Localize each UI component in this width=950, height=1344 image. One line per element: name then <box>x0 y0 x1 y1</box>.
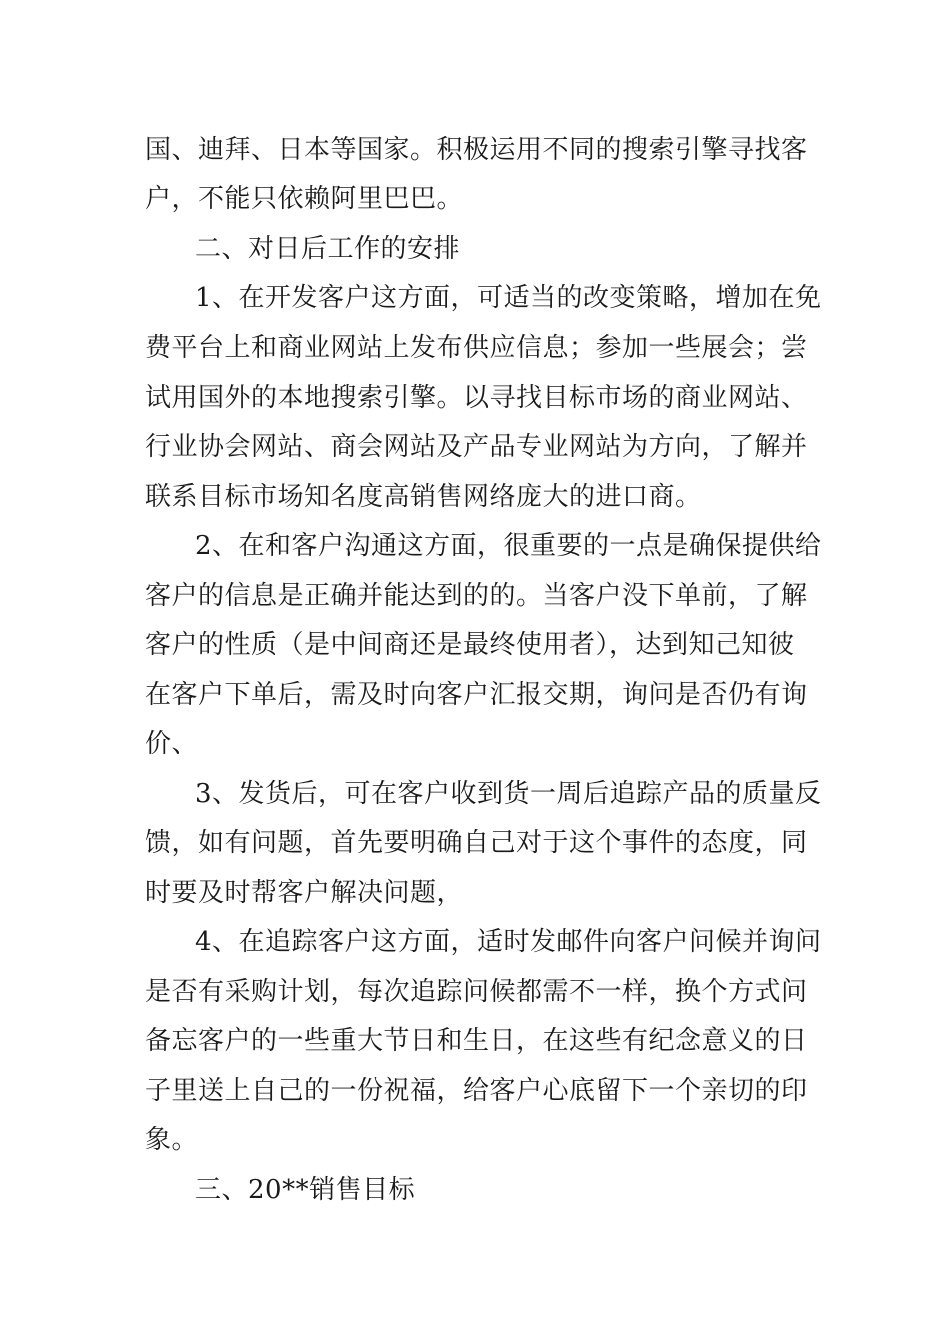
paragraph-start-line: 4、在追踪客户这方面，适时发邮件向客户问候并询问 <box>195 927 822 957</box>
body-text-line: 户，不能只依赖阿里巴巴。 <box>145 184 464 214</box>
body-text-line: 在客户下单后，需及时向客户汇报交期，询问是否仍有询 <box>145 680 808 710</box>
paragraph-start-line: 1、在开发客户这方面，可适当的改变策略，增加在免 <box>195 283 822 313</box>
body-text-line: 行业协会网站、商会网站及产品专业网站为方向，了解并 <box>145 432 808 462</box>
body-text-line: 子里送上自己的一份祝福，给客户心底留下一个亲切的印 <box>145 1076 808 1106</box>
body-text-line: 是否有采购计划，每次追踪问候都需不一样，换个方式问 <box>145 977 808 1007</box>
section-heading: 三、20**销售目标 <box>195 1175 416 1205</box>
body-text-line: 联系目标市场知名度高销售网络庞大的进口商。 <box>145 482 702 512</box>
body-text-line: 客户的性质（是中间商还是最终使用者），达到知己知彼 <box>145 630 795 660</box>
body-text-line: 试用国外的本地搜索引擎。以寻找目标市场的商业网站、 <box>145 383 808 413</box>
paragraph-start-line: 3、发货后，可在客户收到货一周后追踪产品的质量反 <box>195 779 822 809</box>
paragraph-start-line: 2、在和客户沟通这方面，很重要的一点是确保提供给 <box>195 531 822 561</box>
body-text-line: 馈，如有问题，首先要明确自己对于这个事件的态度，同 <box>145 828 808 858</box>
body-text-line: 客户的信息是正确并能达到的的。当客户没下单前，了解 <box>145 581 808 611</box>
body-text-line: 价、 <box>145 729 199 759</box>
body-text-line: 备忘客户的一些重大节日和生日，在这些有纪念意义的日 <box>145 1026 808 1056</box>
body-text-line: 国、迪拜、日本等国家。积极运用不同的搜索引擎寻找客 <box>145 135 808 165</box>
body-text-line: 象。 <box>145 1125 199 1155</box>
section-heading: 二、对日后工作的安排 <box>195 234 461 264</box>
body-text-line: 费平台上和商业网站上发布供应信息；参加一些展会；尝 <box>145 333 808 363</box>
body-text-line: 时要及时帮客户解决问题， <box>145 878 464 908</box>
